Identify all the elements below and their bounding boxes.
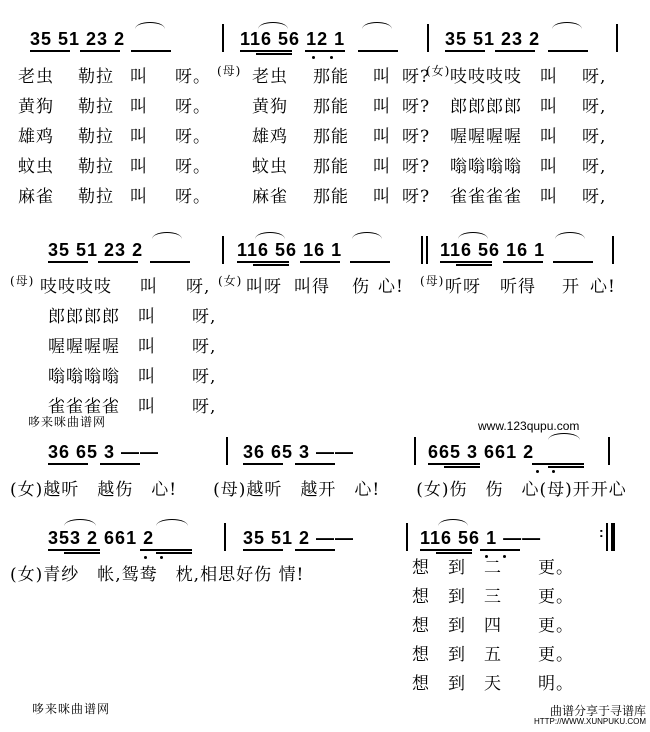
beam <box>30 50 70 52</box>
s2-lyric-word: 听得 <box>500 277 536 297</box>
s1-verse-word: 勒拉 <box>78 187 114 207</box>
watermark-url: www.123qupu.com <box>478 419 580 433</box>
s1-verse-word: 呀, <box>582 157 607 177</box>
watermark-cn-2: 哆来咪曲谱网 <box>32 702 111 716</box>
beam <box>150 261 190 263</box>
barline <box>406 523 408 551</box>
beam <box>350 261 390 263</box>
beam <box>80 50 120 52</box>
s1-verse-word: 呀? <box>402 187 431 207</box>
s1-verse-word: 吱吱吱吱 <box>450 67 522 87</box>
s1-verse-word: 呀, <box>582 97 607 117</box>
s2-lyric-word: (母) <box>10 274 35 288</box>
beam <box>548 50 588 52</box>
s1-verse-word: 叫 <box>540 127 558 147</box>
beam <box>456 264 492 266</box>
s1-verse-word: 雀雀雀雀 <box>450 187 522 207</box>
beam <box>305 50 345 52</box>
s1-verse-word: 呀? <box>402 157 431 177</box>
barline <box>421 236 423 264</box>
s1-verse-word: 叫 <box>373 127 391 147</box>
slur <box>352 232 382 239</box>
s1-verse-word: 叫 <box>130 187 148 207</box>
s2-lyric-word: 叫 <box>140 277 158 297</box>
beam <box>253 264 289 266</box>
s1-verse-word: 叫 <box>540 187 558 207</box>
s1-verse-word: 叫 <box>373 67 391 87</box>
s2-lyric-word: (女) <box>218 274 243 288</box>
s2-lyric-word: 听呀 <box>445 277 481 297</box>
barline <box>222 236 224 264</box>
s1-verse-word: 叫 <box>540 97 558 117</box>
beam <box>240 50 292 52</box>
repeat-dots: : <box>599 524 605 540</box>
s2-lyric-word: (母) <box>420 274 445 288</box>
barline <box>616 24 618 52</box>
s1-measure1: 35 51 23 2 <box>30 29 126 49</box>
end-repeat-bar <box>611 523 615 551</box>
s1-verse-word: 呀? <box>402 127 431 147</box>
beam <box>64 552 100 554</box>
s1-verse-word: 叫 <box>540 67 558 87</box>
s1-verse-word: 黄狗 <box>18 97 54 117</box>
barline <box>222 24 224 52</box>
s1-verse-word: 叫 <box>373 97 391 117</box>
s1-verse-word: 喔喔喔喔 <box>450 127 522 147</box>
barline <box>427 24 429 52</box>
slur <box>156 519 188 526</box>
s4-verse-line: 想 到 四 更。 <box>412 616 574 636</box>
beam <box>503 261 543 263</box>
s1-verse-word: 郎郎郎郎 <box>450 97 522 117</box>
s1-verse-word: 呀。 <box>175 127 211 147</box>
beam <box>156 552 192 554</box>
low-dot <box>312 56 315 59</box>
s2-measure1: 35 51 23 2 <box>48 240 144 260</box>
footer-url: HTTP://WWW.XUNPUKU.COM <box>534 717 646 726</box>
s1-verse-word: 勒拉 <box>78 157 114 177</box>
beam <box>548 466 584 468</box>
low-dot <box>330 56 333 59</box>
s1-verse-word: 呀? <box>402 67 431 87</box>
s1-verse-word: 雄鸡 <box>252 127 288 147</box>
s1-verse-word: 勒拉 <box>78 127 114 147</box>
s2-lyric-word: 心! <box>378 277 404 297</box>
beam <box>48 463 88 465</box>
s1-verse-word: 麻雀 <box>252 187 288 207</box>
s1-verse-word: 蚊虫 <box>252 157 288 177</box>
s1-verse-word: 老虫 <box>252 67 288 87</box>
s2-more-verses <box>48 302 216 422</box>
s1-verse-word: 麻雀 <box>18 187 54 207</box>
barline <box>224 523 226 551</box>
barline <box>426 236 428 264</box>
s4-verse-line: 想 到 天 明。 <box>412 674 574 694</box>
barline <box>414 437 416 465</box>
s1-verse-word: 叫 <box>130 67 148 87</box>
slur <box>555 232 585 239</box>
s1-verse-word: 呀, <box>582 127 607 147</box>
s2-lyric-word: 叫得 <box>294 277 330 297</box>
beam <box>428 463 480 465</box>
s1-verse-word: 那能 <box>313 187 349 207</box>
beam <box>445 50 485 52</box>
beam <box>131 50 171 52</box>
beam <box>48 261 88 263</box>
s1-verse-word: 蚊虫 <box>18 157 54 177</box>
s1-verse-word: 呀, <box>582 67 607 87</box>
beam <box>440 261 492 263</box>
s1-verse-word: 黄狗 <box>252 97 288 117</box>
s1-verse-word: 雄鸡 <box>18 127 54 147</box>
s3-measure2: 36 65 3 —— <box>243 442 355 462</box>
s1-verse-word: 叫 <box>130 157 148 177</box>
s1-verse-word: 那能 <box>313 67 349 87</box>
beam <box>358 50 398 52</box>
footer-cn: 曲谱分享于寻谱库 <box>549 704 646 718</box>
low-dot <box>160 556 163 559</box>
beam <box>100 463 140 465</box>
s1-verse-word: 叫 <box>130 97 148 117</box>
barline <box>612 236 614 264</box>
s2-measure2: 116 56 16 1 <box>237 240 343 260</box>
low-dot <box>536 470 539 473</box>
s1-verse-word: (女) <box>426 64 451 78</box>
low-dot <box>552 470 555 473</box>
s4-measure3: 116 56 1 —— <box>420 528 542 548</box>
s2-verse-line: 郎郎郎郎 叫 呀, <box>48 307 217 327</box>
s1-verse-word: 呀。 <box>175 67 211 87</box>
beam <box>300 261 340 263</box>
s1-verse-word: 叫 <box>373 187 391 207</box>
s4-measure1: 353 2 661 2 <box>48 528 155 548</box>
beam <box>295 463 335 465</box>
s4-verse-line: 想 到 二 更。 <box>412 558 574 578</box>
s1-measure2: 116 56 12 1 <box>240 29 346 49</box>
s2-lyric-word: 心! <box>590 277 616 297</box>
beam <box>295 549 335 551</box>
s1-verse-word: 老虫 <box>18 67 54 87</box>
beam <box>48 549 100 551</box>
s2-lyric-word: 呀, <box>186 277 211 297</box>
beam <box>237 261 289 263</box>
beam <box>420 549 472 551</box>
slur <box>362 22 392 29</box>
s1-measure3: 35 51 23 2 <box>445 29 541 49</box>
s1-verse-word: (母) <box>217 64 242 78</box>
beam <box>140 549 192 551</box>
beam <box>98 261 138 263</box>
s1-verse-word: 嗡嗡嗡嗡 <box>450 157 522 177</box>
beam <box>256 53 292 55</box>
s1-verse-word: 呀? <box>402 97 431 117</box>
s1-verse-word: 勒拉 <box>78 97 114 117</box>
low-dot <box>144 556 147 559</box>
s2-verse-line: 雀雀雀雀 叫 呀, <box>48 397 217 417</box>
slur <box>458 232 488 239</box>
barline <box>606 523 608 551</box>
slur <box>255 232 285 239</box>
barline <box>608 437 610 465</box>
s2-verse-line: 喔喔喔喔 叫 呀, <box>48 337 217 357</box>
s4-measure2: 35 51 2 —— <box>243 528 355 548</box>
beam <box>532 463 584 465</box>
s1-verse-word: 那能 <box>313 97 349 117</box>
beam <box>553 261 593 263</box>
slur <box>152 232 182 239</box>
beam <box>243 549 283 551</box>
beam <box>243 463 283 465</box>
barline <box>226 437 228 465</box>
s4-lyrics: (女)青纱 帐,鸳鸯 枕,相思好伤 情! <box>10 565 305 585</box>
s3-measure3: 665 3 661 2 <box>428 442 535 462</box>
s2-lyric-word: 吱吱吱吱 <box>40 277 112 297</box>
slur <box>438 519 468 526</box>
slur <box>135 22 165 29</box>
slur <box>64 519 96 526</box>
watermark-cn-1: 哆来咪曲谱网 <box>28 415 107 429</box>
s3-lyrics: (女)越听 越伤 心! (母)越听 越开 心! (女)伤 伤 心(母)开开心 <box>10 480 627 500</box>
s1-verse-word: 那能 <box>313 157 349 177</box>
beam <box>495 50 535 52</box>
beam <box>480 549 520 551</box>
s2-lyric-word: 开 <box>562 277 580 297</box>
slur <box>258 22 288 29</box>
s1-verse-word: 呀。 <box>175 97 211 117</box>
s2-verse-line: 嗡嗡嗡嗡 叫 呀, <box>48 367 217 387</box>
s1-verse-word: 那能 <box>313 127 349 147</box>
s2-lyric-word: 叫呀 <box>246 277 282 297</box>
s2-lyric-word: 伤 <box>352 277 370 297</box>
slur <box>552 22 582 29</box>
s1-verse-word: 勒拉 <box>78 67 114 87</box>
s2-measure3: 116 56 16 1 <box>440 240 546 260</box>
s1-verse-word: 呀。 <box>175 187 211 207</box>
beam <box>444 466 480 468</box>
s4-verses <box>412 554 574 699</box>
slur <box>548 433 580 440</box>
s1-verse-word: 叫 <box>373 157 391 177</box>
s3-measure1: 36 65 3 —— <box>48 442 160 462</box>
s4-verse-line: 想 到 三 更。 <box>412 587 574 607</box>
s1-verse-word: 叫 <box>540 157 558 177</box>
s1-verse-word: 叫 <box>130 127 148 147</box>
s1-verse-word: 呀, <box>582 187 607 207</box>
footer-badge <box>496 702 646 730</box>
s4-verse-line: 想 到 五 更。 <box>412 645 574 665</box>
s1-verse-word: 呀。 <box>175 157 211 177</box>
